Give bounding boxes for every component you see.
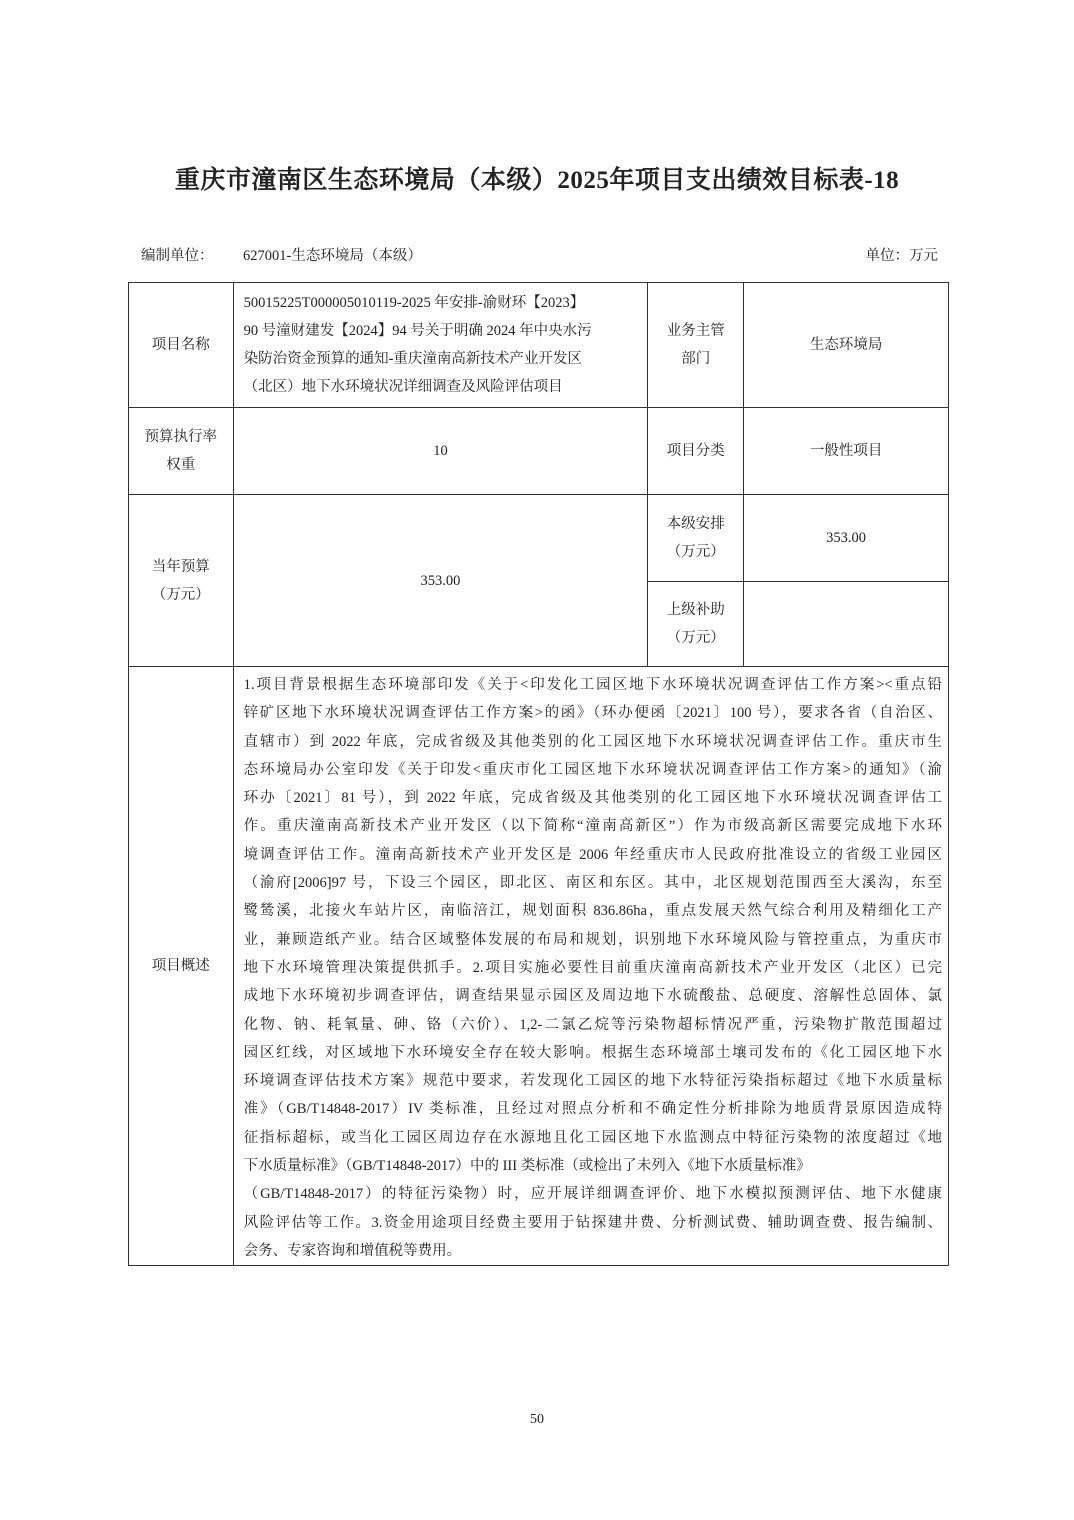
summary-line: 会务、专家咨询和增值税等费用。: [243, 1242, 462, 1259]
summary-label: 项目概述: [129, 667, 234, 1266]
compiling-unit-label: 编制单位：: [141, 248, 214, 264]
page-title: 重庆市潼南区生态环境局（本级）2025年项目支出绩效目标表-18: [174, 167, 900, 194]
summary-line: 环境调查评估技术方案》规范中要求，若发现化工园区的地下水特征污染指标超过《地下水质量标: [243, 1073, 942, 1090]
project-name-line: （北区）地下水环境状况详细调查及风险评估项目: [243, 379, 563, 395]
project-name-value: [233, 283, 648, 408]
project-name-line: 染防治资金预算的通知-重庆潼南高新技术产业开发区: [243, 351, 582, 367]
currency-unit: 单位：万元: [865, 248, 938, 264]
summary-line: 化物、钠、耗氧量、砷、铬（六价）、1,2-二氯乙烷等污染物超标情况严重，污染物扩散范围超过: [243, 1016, 942, 1033]
local-value: 353.00: [744, 495, 949, 582]
summary-line: 征指标超标，或当化工园区周边存在水源地且化工园区地下水监测点中特征污染物的浓度超过《地: [243, 1129, 942, 1146]
summary-line: 直辖市）到 2022 年底，完成省级及其他类别的化工园区地下水环境状况调查评估工作。重庆市生: [243, 733, 942, 750]
project-name-label: 项目名称: [129, 283, 234, 408]
budget-label: 当年预算（万元）: [129, 495, 234, 667]
summary-line: 成地下水环境初步调查评估，调查结果显示园区及周边地下水硫酸盐、总硬度、溶解性总固体、氯: [243, 988, 942, 1005]
summary-line: 鹭鸶溪，北接火车站片区，南临涪江，规划面积 836.86ha，重点发展天然气综合利用及精细化工产: [243, 903, 942, 920]
weight-label: 预算执行率权重: [129, 408, 234, 495]
project-name-line: 90 号潼财建发【2024】94 号关于明确 2024 年中央水污: [243, 323, 592, 339]
compiling-unit-value: 627001-生态环境局（本级）: [243, 248, 422, 264]
subsidy-value: [744, 582, 949, 667]
category-label: 项目分类: [648, 408, 744, 495]
summary-line: 境调查评估工作。潼南高新技术产业开发区是 2006 年经重庆市人民政府批准设立的省级工业园区: [243, 846, 942, 863]
summary-line: 准》（GB/T14848-2017）IV 类标准，且经过对照点分析和不确定性分析排除为地质背景原因造成特: [243, 1101, 942, 1118]
performance-table: [128, 282, 949, 1266]
summary-line: 作。重庆潼南高新技术产业开发区（以下简称“潼南高新区”）作为市级高新区需要完成地下水环: [243, 818, 942, 835]
category-value: 一般性项目: [744, 408, 949, 495]
budget-value: 353.00: [233, 495, 648, 667]
weight-value: 10: [233, 408, 648, 495]
summary-line: 环办〔2021〕81 号），到 2022 年底，完成省级及其他类别的化工园区地下水环境状况调查评估工: [243, 790, 942, 807]
project-name-line: 50015225T000005010119-2025 年安排-渝财环【2023】: [243, 295, 585, 311]
summary-line: 1.项目背景根据生态环境部印发《关于<印发化工园区地下水环境状况调查评估工作方案><重点铅: [243, 677, 942, 693]
summary-line: （GB/T14848-2017）的特征污染物）时，应开展详细调查评价、地下水模拟预测评估、地下水健康: [243, 1186, 942, 1203]
summary-line: 园区红线，对区域地下水环境安全存在较大影响。根据生态环境部土壤司发布的《化工园区地下水: [243, 1044, 942, 1061]
summary-line: 态环境局办公室印发《关于印发<重庆市化工园区地下水环境状况调查评估工作方案>的通知》（渝: [243, 761, 942, 778]
dept-value: 生态环境局: [744, 283, 949, 408]
local-label: 本级安排（万元）: [648, 495, 744, 582]
summary-line: 锌矿区地下水环境状况调查评估工作方案>的函》（环办便函〔2021〕100 号），要求各省（自治区、: [243, 705, 942, 722]
summary-line: 风险评估等工作。3.资金用途项目经费主要用于钻探建井费、分析测试费、辅助调查费、报告编制、: [243, 1214, 942, 1231]
summary-line: 地下水环境管理决策提供抓手。2.项目实施必要性目前重庆潼南高新技术产业开发区（北区）已完: [243, 959, 942, 976]
summary-line: 下水质量标准》（GB/T14848-2017）中的 III 类标准（或检出了未列入《地下水质量标准》: [243, 1158, 811, 1175]
summary-line: 业，兼顾造纸产业。结合区域整体发展的布局和规划，识别地下水环境风险与管控重点，为重庆市: [243, 931, 942, 948]
dept-label: 业务主管部门: [648, 283, 744, 408]
summary-line: （渝府[2006]97 号，下设三个园区，即北区、南区和东区。其中，北区规划范围西至大溪沟，东至: [243, 875, 942, 892]
subsidy-label: 上级补助（万元）: [648, 582, 744, 667]
summary-text: [233, 667, 948, 1266]
page-number: 50: [530, 1412, 544, 1427]
